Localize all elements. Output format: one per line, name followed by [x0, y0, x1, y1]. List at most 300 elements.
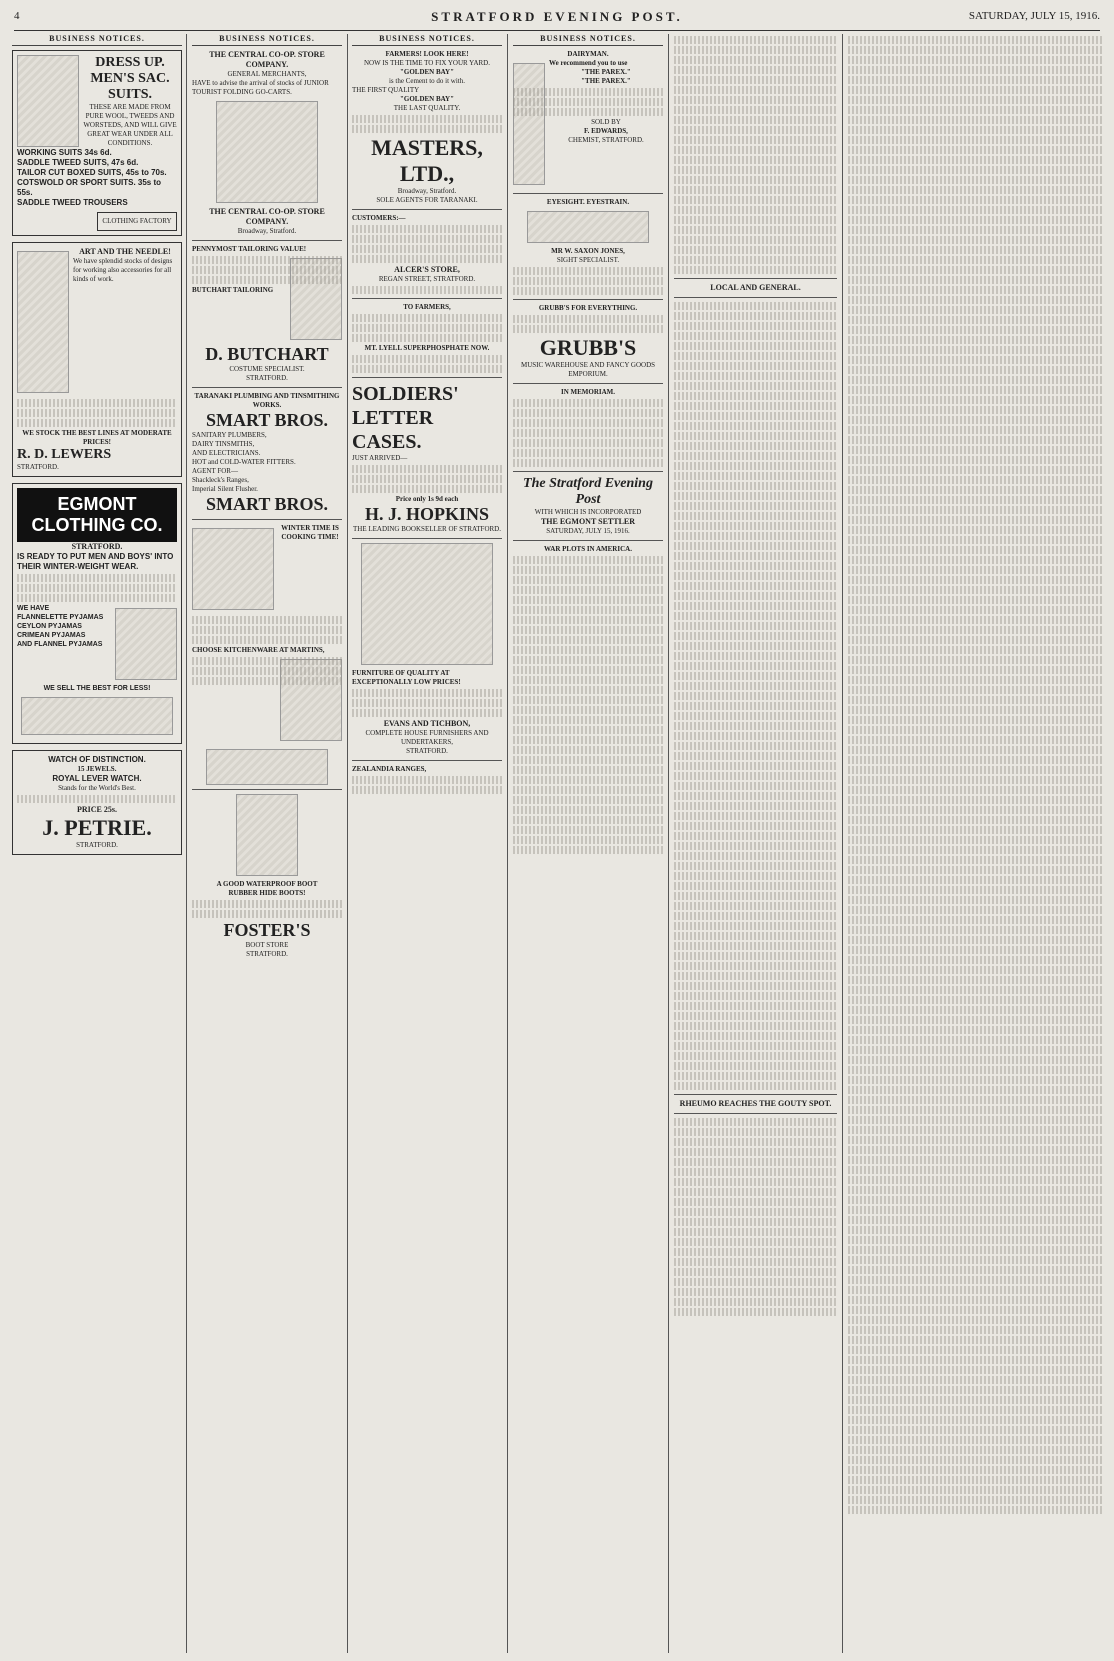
ad-title: GRUBB'S FOR EVERYTHING.: [538, 304, 638, 312]
ad-title: TO FARMERS,: [403, 303, 451, 311]
illegible-text: [848, 726, 1102, 734]
illegible-text: [848, 926, 1102, 934]
illegible-text: [192, 900, 342, 908]
illegible-text: [848, 916, 1102, 924]
illegible-text: [352, 709, 502, 717]
illegible-text: [513, 566, 663, 574]
illegible-text: [674, 76, 837, 84]
ad-title: EYESIGHT. EYESTRAIN.: [546, 198, 630, 206]
illegible-text: [674, 362, 837, 370]
illegible-text: [848, 1026, 1102, 1034]
illegible-text: [848, 86, 1102, 94]
illegible-text: [513, 616, 663, 624]
illegible-text: [674, 972, 837, 980]
price-line: SADDLE TWEED TROUSERS: [17, 198, 128, 207]
golden-bay-cement-ad: [352, 50, 502, 205]
column-header: BUSINESS NOTICES.: [352, 34, 502, 46]
ad-merchant: R. D. LEWERS: [17, 447, 112, 462]
illegible-text: [848, 1296, 1102, 1304]
illegible-text: [513, 399, 663, 407]
illegible-text: [674, 1288, 837, 1296]
illegible-text: [513, 776, 663, 784]
illegible-text: [674, 772, 837, 780]
column-1: [12, 34, 182, 1653]
illegible-text: [848, 106, 1102, 114]
illegible-text: [848, 1126, 1102, 1134]
illegible-text: [674, 512, 837, 520]
illegible-text: [848, 516, 1102, 524]
illegible-text: [848, 866, 1102, 874]
illegible-text: [674, 1308, 837, 1316]
illegible-text: [848, 196, 1102, 204]
column-header: BUSINESS NOTICES.: [12, 34, 182, 46]
illegible-text: [674, 502, 837, 510]
issue-date: SATURDAY, JULY 15, 1916.: [968, 10, 1100, 22]
egmont-clothing-ad: [12, 483, 182, 744]
illegible-text: [848, 266, 1102, 274]
illegible-text: [513, 756, 663, 764]
illegible-text: [848, 616, 1102, 624]
illegible-text: [848, 1196, 1102, 1204]
illegible-text: [848, 596, 1102, 604]
illegible-text: [848, 156, 1102, 164]
illegible-text: [848, 566, 1102, 574]
list-line: CEYLON PYJAMAS: [17, 623, 82, 630]
ad-town: STRATFORD.: [246, 950, 288, 958]
illegible-text: [848, 66, 1102, 74]
illegible-text: [674, 872, 837, 880]
notice-title: IN MEMORIAM.: [560, 388, 616, 396]
column-header: BUSINESS NOTICES.: [513, 34, 663, 46]
illegible-text: [848, 1316, 1102, 1324]
illegible-text: [848, 486, 1102, 494]
ad-address: Broadway, Stratford.: [237, 227, 297, 235]
illegible-text: [848, 1096, 1102, 1104]
illegible-text: [674, 116, 837, 124]
illegible-text: [192, 657, 342, 665]
ad-tagline: THE LEADING BOOKSELLER OF STRATFORD.: [353, 525, 501, 533]
ad-title: PENNYMOST TAILORING VALUE!: [192, 245, 307, 253]
price-line: SADDLE TWEED SUITS, 47s 6d.: [17, 158, 139, 167]
illegible-text: [674, 1052, 837, 1060]
illegible-text: [674, 1158, 837, 1166]
illegible-text: [848, 1326, 1102, 1334]
illegible-text: [513, 686, 663, 694]
illegible-text: [674, 322, 837, 330]
illegible-text: [848, 696, 1102, 704]
furniture-ad: [352, 543, 502, 756]
egmont-clothing-banner: EGMONT CLOTHING CO.: [17, 488, 177, 542]
illegible-text: [17, 584, 177, 592]
illegible-text: [848, 1016, 1102, 1024]
ad-town: CHEMIST, STRATFORD.: [568, 136, 644, 144]
illegible-text: [848, 1186, 1102, 1194]
illegible-text: [192, 616, 342, 624]
column-rule: [186, 34, 187, 1653]
column-rule: [507, 34, 508, 1653]
ad-merchant: F. EDWARDS,: [584, 127, 628, 135]
illegible-text: [674, 1228, 837, 1236]
illegible-text: [674, 1128, 837, 1136]
illegible-text: [674, 246, 837, 254]
illegible-text: [848, 1146, 1102, 1154]
illegible-text: [674, 1278, 837, 1286]
illegible-text: [848, 256, 1102, 264]
illegible-text: [674, 1218, 837, 1226]
illegible-text: [513, 836, 663, 844]
illegible-text: [352, 334, 502, 342]
illegible-text: [513, 726, 663, 734]
illegible-text: [848, 1066, 1102, 1074]
illegible-text: [848, 1266, 1102, 1274]
illegible-text: [848, 906, 1102, 914]
illegible-text: [192, 667, 342, 675]
ad-title: ZEALANDIA RANGES,: [352, 765, 427, 773]
ad-merchant: H. J. HOPKINS: [364, 504, 489, 524]
list-line: SOLD BY: [591, 118, 621, 126]
illegible-text: [674, 1238, 837, 1246]
list-line: DAIRY TINSMITHS,: [192, 440, 255, 448]
illegible-text: [674, 892, 837, 900]
go-cart-illustration: [216, 101, 318, 203]
ad-subtitle: GENERAL MERCHANTS,: [227, 70, 307, 78]
list-line: AND ELECTRICIANS.: [192, 449, 261, 457]
illegible-text: [848, 1346, 1102, 1354]
illegible-text: [513, 409, 663, 417]
ad-title: THE CENTRAL CO-OP. STORE COMPANY.: [209, 50, 325, 69]
illegible-text: [674, 332, 837, 340]
ad-body: We have splendid stocks of designs for working also accessories for all kinds of work.: [73, 257, 173, 283]
list-line: AND FLANNEL PYJAMAS: [17, 641, 103, 648]
illegible-text: [848, 1386, 1102, 1394]
illegible-text: [674, 56, 837, 64]
illegible-text: [848, 986, 1102, 994]
illegible-text: [848, 1416, 1102, 1424]
ad-tagline: WE STOCK THE BEST LINES AT MODERATE PRICES!: [22, 429, 172, 446]
illegible-text: [848, 46, 1102, 54]
illegible-text: [848, 1336, 1102, 1344]
illegible-text: [674, 792, 837, 800]
illegible-text: [674, 372, 837, 380]
illegible-text: [513, 606, 663, 614]
illegible-text: [848, 1466, 1102, 1474]
ad-subtitle: JUST ARRIVED—: [352, 454, 408, 462]
illegible-text: [674, 552, 837, 560]
illegible-text: [513, 277, 663, 285]
illegible-text: [674, 86, 837, 94]
column-5: [674, 34, 837, 1653]
illegible-text: [848, 396, 1102, 404]
illegible-text: [848, 1216, 1102, 1224]
illegible-text: [848, 426, 1102, 434]
paper-settler: THE EGMONT SETTLER: [540, 517, 636, 526]
illegible-text: [674, 1002, 837, 1010]
seated-man-illustration: [115, 608, 177, 680]
illegible-text: [674, 1062, 837, 1070]
illegible-text: [848, 206, 1102, 214]
illegible-text: [674, 402, 837, 410]
illegible-text: [848, 366, 1102, 374]
illegible-text: [674, 1298, 837, 1306]
illegible-text: [674, 732, 837, 740]
illegible-text: [848, 456, 1102, 464]
illegible-text: [513, 88, 663, 96]
kitchen-range-illustration: [192, 528, 274, 610]
illegible-text: [513, 576, 663, 584]
illegible-text: [848, 1036, 1102, 1044]
illegible-text: [848, 1456, 1102, 1464]
illegible-text: [674, 822, 837, 830]
column-rule: [347, 34, 348, 1653]
ad-merchant: MASTERS, LTD.,: [371, 135, 483, 186]
illegible-text: [192, 266, 342, 274]
page-number: 4: [14, 10, 20, 22]
illegible-text: [352, 235, 502, 243]
ad-subtitle: TARANAKI PLUMBING AND TINSMITHING WORKS.: [194, 392, 340, 409]
illegible-text: [848, 1056, 1102, 1064]
ad-merchant: GRUBB'S: [539, 335, 637, 360]
illegible-text: [352, 786, 502, 794]
illegible-text: [848, 1496, 1102, 1504]
ad-town: STRATFORD.: [17, 463, 59, 471]
illegible-text: [352, 699, 502, 707]
illegible-text: [848, 1306, 1102, 1314]
illegible-text: [674, 196, 837, 204]
illegible-text: [674, 932, 837, 940]
illegible-text: [674, 1138, 837, 1146]
co-op-store-ad: [192, 50, 342, 236]
grubbs-ad: [513, 304, 663, 379]
paper-name: The Stratford Evening Post: [523, 476, 653, 507]
illegible-text: [848, 1226, 1102, 1234]
column-4: [513, 34, 663, 1653]
ad-subtitle: RUBBER HIDE BOOTS!: [228, 889, 306, 897]
illegible-text: [674, 206, 837, 214]
illegible-text: [674, 922, 837, 930]
illegible-text: [674, 1188, 837, 1196]
illegible-text: [848, 126, 1102, 134]
illegible-text: [848, 226, 1102, 234]
illegible-text: [513, 736, 663, 744]
ad-title: ART AND THE NEEDLE!: [79, 247, 171, 256]
illegible-text: [848, 36, 1102, 44]
illegible-text: [674, 702, 837, 710]
illegible-text: [513, 429, 663, 437]
butchart-ad: [192, 245, 342, 383]
illegible-text: [352, 225, 502, 233]
price-line: COTSWOLD OR SPORT SUITS. 35s to 55s.: [17, 178, 162, 197]
illegible-text: [848, 1106, 1102, 1114]
ad-subtitle: BUTCHART TAILORING: [192, 286, 274, 294]
illegible-text: [848, 716, 1102, 724]
illegible-text: [848, 446, 1102, 454]
column-6: [848, 34, 1102, 1653]
illegible-text: [848, 1046, 1102, 1054]
illegible-text: [674, 1042, 837, 1050]
illegible-text: [192, 276, 342, 284]
illegible-text: [848, 1156, 1102, 1164]
ad-merchant: SMART BROS.: [205, 410, 329, 430]
illegible-text: [674, 1072, 837, 1080]
ad-tagline: SOLE AGENTS FOR TARANAKI.: [376, 196, 478, 204]
ad-subtitle: MEN'S SAC. SUITS.: [90, 71, 170, 102]
illegible-text: [674, 226, 837, 234]
illegible-text: [17, 419, 177, 427]
ad-subtitle: COMPLETE HOUSE FURNISHERS AND UNDERTAKERS,: [365, 729, 489, 746]
illegible-text: [674, 66, 837, 74]
illegible-text: [848, 56, 1102, 64]
illegible-text: [674, 216, 837, 224]
alcer-store-ad: [352, 214, 502, 294]
illegible-text: [17, 795, 177, 803]
illegible-text: [848, 876, 1102, 884]
illegible-text: [848, 1076, 1102, 1084]
illegible-text: [848, 216, 1102, 224]
list-line: 15 JEWELS.: [77, 765, 117, 773]
illegible-text: [848, 966, 1102, 974]
illegible-text: [674, 982, 837, 990]
superphosphate-ad: [352, 303, 502, 373]
illegible-text: [674, 522, 837, 530]
ad-title: THE CENTRAL CO-OP. STORE COMPANY.: [209, 207, 325, 226]
illegible-text: [848, 626, 1102, 634]
illegible-text: [674, 852, 837, 860]
ranges-ad: [352, 765, 502, 794]
price-line: TAILOR CUT BOXED SUITS, 45s to 70s.: [17, 168, 167, 177]
ad-merchant: SMART BROS.: [205, 494, 329, 514]
illegible-text: [352, 125, 502, 133]
ad-subtitle: MUSIC WAREHOUSE AND FANCY GOODS EMPORIUM.: [520, 361, 656, 378]
ad-subtitle: COSTUME SPECIALIST.: [229, 365, 305, 373]
list-line: AGENT FOR—: [192, 467, 238, 475]
illegible-text: [674, 156, 837, 164]
illegible-text: [848, 136, 1102, 144]
illegible-text: [674, 582, 837, 590]
illegible-text: [848, 886, 1102, 894]
illegible-text: [848, 276, 1102, 284]
embroidery-illustration: [17, 251, 69, 393]
illegible-text: [848, 1286, 1102, 1294]
ad-tagline: WE SELL THE BEST FOR LESS!: [43, 685, 151, 692]
illegible-text: [674, 1198, 837, 1206]
illegible-text: [848, 466, 1102, 474]
illegible-text: [513, 449, 663, 457]
illegible-text: [848, 756, 1102, 764]
list-line: WE HAVE: [17, 605, 50, 612]
illegible-text: [513, 826, 663, 834]
illegible-text: [674, 572, 837, 580]
illegible-text: [674, 352, 837, 360]
illegible-text: [674, 106, 837, 114]
ad-subtitle: BOOT STORE: [245, 941, 289, 949]
list-line: HOT and COLD-WATER FITTERS.: [192, 458, 296, 466]
illegible-text: [17, 399, 177, 407]
illegible-text: [17, 574, 177, 582]
newspaper-masthead: [14, 6, 1100, 31]
illegible-text: [848, 336, 1102, 344]
illegible-text: [848, 1136, 1102, 1144]
illegible-text: [848, 236, 1102, 244]
illegible-text: [848, 656, 1102, 664]
illegible-text: [848, 356, 1102, 364]
illegible-text: [848, 1246, 1102, 1254]
illegible-text: [513, 325, 663, 333]
illegible-text: [674, 902, 837, 910]
illegible-text: [848, 1166, 1102, 1174]
ad-subtitle: We recommend you to use: [549, 59, 628, 67]
illegible-text: [848, 116, 1102, 124]
illegible-text: [674, 912, 837, 920]
illegible-text: [674, 136, 837, 144]
illegible-text: [848, 1256, 1102, 1264]
war-plots-article: [513, 545, 663, 854]
illegible-text: [192, 677, 342, 685]
illegible-text: [848, 1276, 1102, 1284]
paper-masthead: [513, 476, 663, 536]
illegible-text: [674, 602, 837, 610]
illegible-text: [848, 1116, 1102, 1124]
paper-date: SATURDAY, JULY 15, 1916.: [546, 527, 630, 535]
illegible-text: [513, 846, 663, 854]
illegible-text: [674, 952, 837, 960]
illegible-text: [674, 392, 837, 400]
illegible-text: [848, 1376, 1102, 1384]
illegible-text: [352, 286, 502, 294]
ad-body: HAVE to advise the arrival of stocks of JUNIOR TOURIST FOLDING GO-CARTS.: [192, 79, 329, 96]
illegible-text: [513, 267, 663, 275]
illegible-text: [674, 662, 837, 670]
newspaper-title: STRATFORD EVENING POST.: [431, 9, 683, 24]
illegible-text: [848, 636, 1102, 644]
illegible-text: [674, 126, 837, 134]
list-line: Imperial Silent Flusher.: [192, 485, 258, 493]
boot-ad: [192, 794, 342, 959]
ad-title: DAIRYMAN.: [567, 50, 609, 58]
illegible-text: [848, 1006, 1102, 1014]
illegible-text: [848, 946, 1102, 954]
illegible-text: [513, 706, 663, 714]
illegible-text: [674, 266, 837, 274]
ad-town: STRATFORD.: [406, 747, 448, 755]
illegible-text: [848, 546, 1102, 554]
illegible-text: [848, 416, 1102, 424]
eyesight-ad: [513, 198, 663, 295]
illegible-text: [513, 786, 663, 794]
illegible-text: [513, 586, 663, 594]
illegible-text: [192, 626, 342, 634]
illegible-text: [848, 406, 1102, 414]
illegible-text: [848, 286, 1102, 294]
illegible-text: [352, 465, 502, 473]
illegible-text: [674, 1012, 837, 1020]
list-line: ROYAL LEVER WATCH.: [52, 774, 142, 783]
illegible-text: [848, 96, 1102, 104]
article-title: RHEUMO REACHES THE GOUTY SPOT.: [679, 1099, 832, 1108]
illegible-text: [674, 1148, 837, 1156]
ad-town: STRATFORD.: [71, 542, 123, 551]
illegible-text: [513, 556, 663, 564]
illegible-text: [674, 166, 837, 174]
boot-illustration: [236, 794, 298, 876]
illegible-text: [674, 632, 837, 640]
illegible-text: [674, 682, 837, 690]
illegible-text: [848, 526, 1102, 534]
illegible-text: [848, 686, 1102, 694]
illegible-text: [674, 692, 837, 700]
illegible-text: [848, 496, 1102, 504]
ad-body: THESE ARE MADE FROM PURE WOOL, TWEEDS AND WORSTEDS, AND WILL GIVE GREAT WEAR UNDER ALL CONDITIONS.: [83, 103, 177, 147]
illegible-text: [674, 782, 837, 790]
